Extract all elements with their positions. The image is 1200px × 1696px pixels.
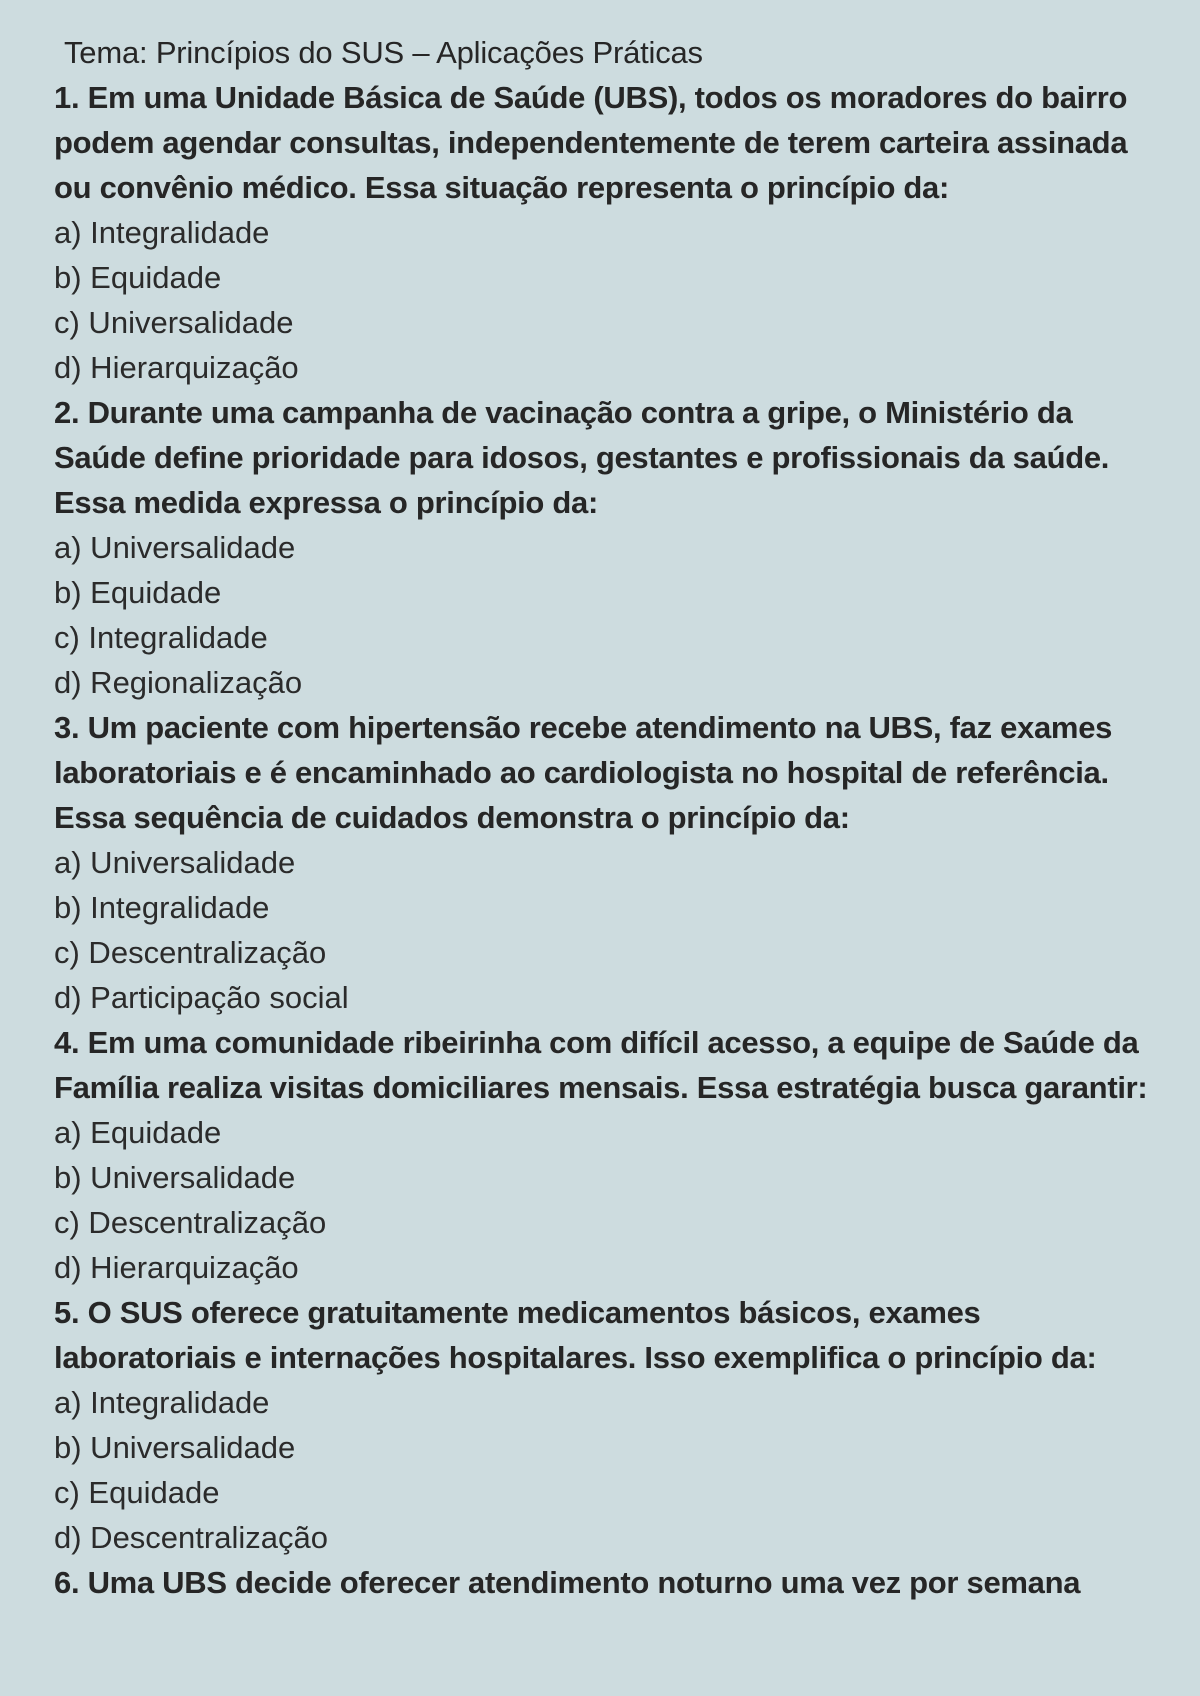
- option-b: b) Universalidade: [54, 1160, 296, 1195]
- option-list: [54, 1380, 1160, 1560]
- question-6-fragment: 6. Uma UBS decide oferecer atendimento noturno uma vez por semana: [54, 1565, 1081, 1600]
- question-4: [54, 1020, 1160, 1290]
- question-text: 1. Em uma Unidade Básica de Saúde (UBS), todos os moradores do bairro podem agendar consultas, independentemente de terem carteira assinada ou convênio médico. Essa situação representa o princípio da:: [54, 80, 1128, 205]
- question-1: [54, 75, 1160, 390]
- option-d: d) Regionalização: [54, 665, 303, 700]
- option-b: b) Integralidade: [54, 890, 270, 925]
- question-text: 2. Durante uma campanha de vacinação contra a gripe, o Ministério da Saúde define prioridade para idosos, gestantes e profissionais da saúde. Essa medida expressa o princípio da:: [54, 395, 1110, 520]
- option-d: d) Participação social: [54, 980, 349, 1015]
- option-c: c) Descentralização: [54, 1205, 327, 1240]
- option-a: a) Equidade: [54, 1115, 222, 1150]
- option-a: a) Universalidade: [54, 845, 296, 880]
- option-a: a) Integralidade: [54, 1385, 270, 1420]
- option-c: c) Universalidade: [54, 305, 294, 340]
- option-b: b) Equidade: [54, 260, 222, 295]
- option-list: [54, 840, 1160, 1020]
- option-list: [54, 1110, 1160, 1290]
- question-text: 4. Em uma comunidade ribeirinha com difícil acesso, a equipe de Saúde da Família realiza visitas domiciliares mensais. Essa estratégia busca garantir:: [54, 1025, 1148, 1105]
- question-3: [54, 705, 1160, 1020]
- option-c: c) Integralidade: [54, 620, 268, 655]
- question-text: 5. O SUS oferece gratuitamente medicamentos básicos, exames laboratoriais e internações hospitalares. Isso exemplifica o princípio da:: [54, 1295, 1097, 1375]
- option-list: [54, 525, 1160, 705]
- option-c: c) Descentralização: [54, 935, 327, 970]
- option-d: d) Hierarquização: [54, 1250, 299, 1285]
- option-a: a) Integralidade: [54, 215, 270, 250]
- question-2: [54, 390, 1160, 705]
- option-b: b) Universalidade: [54, 1430, 296, 1465]
- option-d: d) Hierarquização: [54, 350, 299, 385]
- option-c: c) Equidade: [54, 1475, 220, 1510]
- option-a: a) Universalidade: [54, 530, 296, 565]
- option-list: [54, 210, 1160, 390]
- document-title: Tema: Princípios do SUS – Aplicações Práticas: [64, 35, 703, 70]
- question-5: [54, 1290, 1160, 1560]
- option-b: b) Equidade: [54, 575, 222, 610]
- question-text: 3. Um paciente com hipertensão recebe atendimento na UBS, faz exames laboratoriais e é encaminhado ao cardiologista no hospital de referência. Essa sequência de cuidados demonstra o princípio da:: [54, 710, 1113, 835]
- option-d: d) Descentralização: [54, 1520, 328, 1555]
